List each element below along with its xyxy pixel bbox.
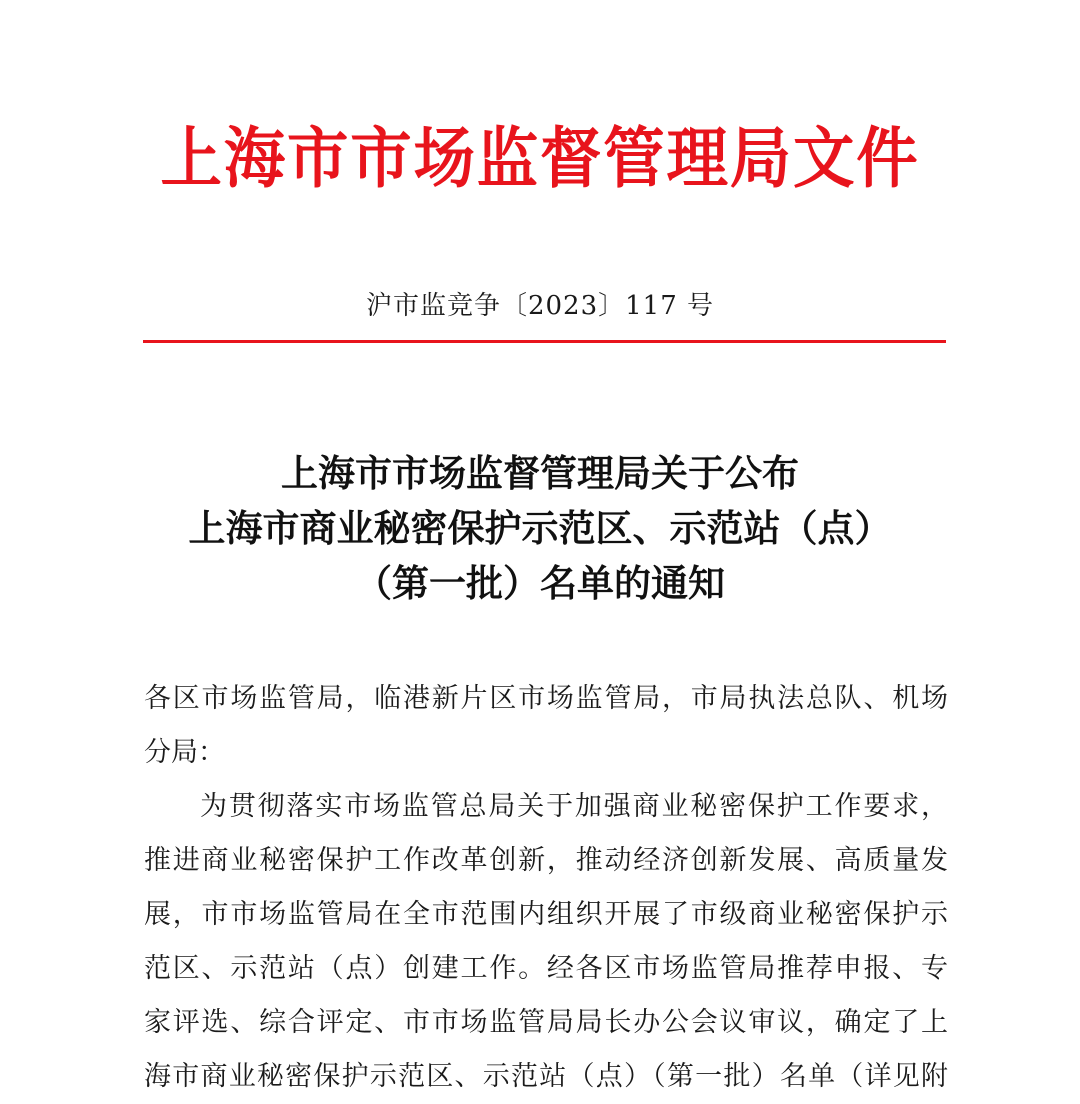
document-number: 沪市监竞争〔2023〕117 号 [365, 291, 715, 321]
paragraph-line-3: 展，市市场监管局在全市范围内组织开展了市级商业秘密保护示 [144, 899, 948, 930]
notice-title-line-1: 上海市市场监督管理局关于公布 [281, 451, 799, 495]
notice-body [144, 672, 948, 1104]
notice-title-line-3: （第一批）名单的通知 [355, 561, 725, 605]
paragraph-line-1: 为贯彻落实市场监管总局关于加强商业秘密保护工作要求， [200, 791, 948, 822]
paragraph-line-5: 家评选、综合评定、市市场监管局局长办公会议审议，确定了上 [144, 1007, 948, 1038]
masthead-title: 上海市市场监督管理局文件 [160, 119, 920, 197]
paragraph-line-6: 海市商业秘密保护示范区、示范站（点）（第一批）名单（详见附 [144, 1061, 948, 1092]
salutation-line-1: 各区市场监管局，临港新片区市场监管局，市局执法总队、机场 [144, 683, 948, 714]
notice-title-line-2: 上海市商业秘密保护示范区、示范站（点） [188, 506, 892, 550]
red-divider-line [143, 340, 946, 343]
paragraph-line-2: 推进商业秘密保护工作改革创新，推动经济创新发展、高质量发 [144, 845, 948, 876]
notice-title [0, 446, 1080, 611]
paragraph-line-4: 范区、示范站（点）创建工作。经各区市场监管局推荐申报、专 [144, 953, 948, 984]
salutation-line-2: 分局： [144, 737, 225, 768]
